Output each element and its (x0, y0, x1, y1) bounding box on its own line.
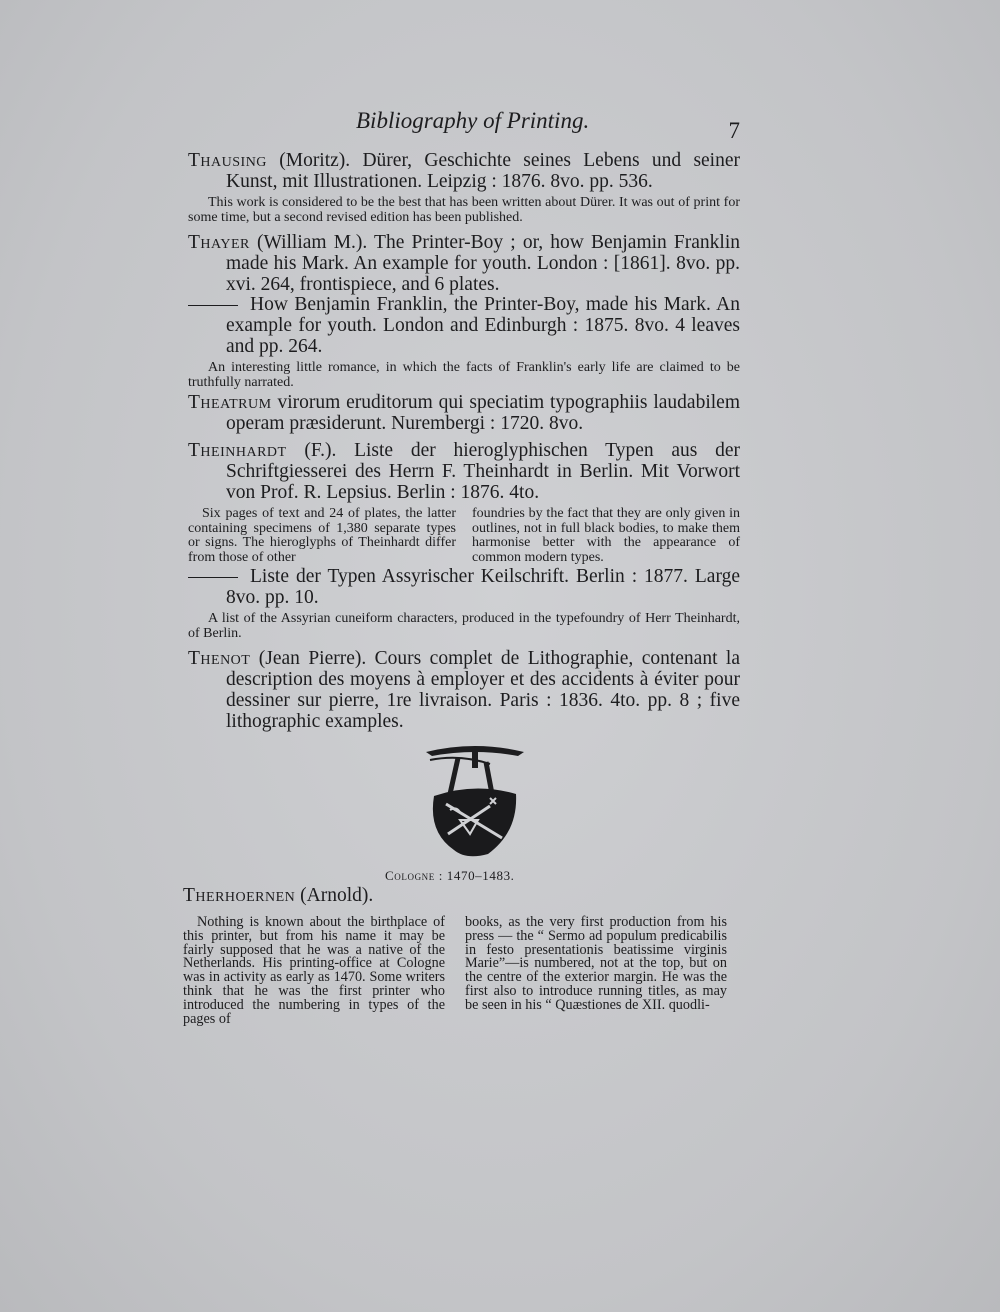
entry-thayer (188, 232, 740, 295)
entry-text: (F.). Liste der hieroglyphischen Typen aus der Schriftgiesserei des Herrn F. Theinhardt in Berlin. Mit Vorwort von Prof. R. Lepsius. Berlin : 1876. 4to. (226, 440, 740, 503)
ditto-rule (188, 577, 238, 578)
ditto-rule (188, 305, 238, 306)
caption-dates: 1470–1483. (442, 868, 515, 883)
printer-name-rest: (Arnold). (295, 885, 374, 906)
entry-franklin (188, 294, 740, 390)
running-header (190, 108, 740, 144)
entry-note-col-1: Six pages of text and 24 of plates, the latter containing specimens of 1,380 separate types or signs. The hieroglyphs of Theinhardt differ from those of other (188, 506, 456, 565)
printer-name: Therhoernen (183, 885, 296, 906)
entry-main (188, 294, 740, 357)
entry-text: (William M.). The Printer-Boy ; or, how Benjamin Franklin made his Mark. An example for youth. London : [1861]. 8vo. pp. xvi. 264, frontispiece, and 6 plates. (226, 232, 740, 295)
entry-note-columns (188, 507, 740, 565)
printers-mark-caption (385, 868, 515, 884)
entry-assyrisch (188, 566, 740, 641)
description-col-1: Nothing is known about the birthplace of this printer, but from his name it may be fairly supposed that he was a native of the Netherlands. His printing-office at Cologne was in activity as early as 1470. Some writers think that he was the first printer who introduced the numbering in types of the pages of (183, 914, 445, 1027)
entry-text: Liste der Typen Assyrischer Keilschrift. Berlin : 1877. Large 8vo. pp. 10. (226, 566, 740, 608)
entry-theinhardt (188, 440, 740, 565)
entry-name: Theinhardt (188, 440, 287, 461)
entry-text: How Benjamin Franklin, the Printer-Boy, made his Mark. An example for youth. London and Edinburgh : 1875. 8vo. 4 leaves and pp. 264. (226, 294, 740, 357)
entry-name: Thausing (188, 150, 267, 171)
entry-note: This work is considered to be the best that has been written about Dürer. It was out of print for some time, but a second revised edition has been published. (188, 195, 740, 225)
entry-note: An interesting little romance, in which the facts of Franklin's early life are claimed to be truthfully narrated. (188, 360, 740, 390)
running-title: Bibliography of Printing. (356, 108, 590, 133)
entry-text: (Moritz). Dürer, Geschichte seines Lebens und seiner Kunst, mit Illustrationen. Leipzig : 1876. 8vo. pp. 536. (226, 150, 740, 192)
entry-thausing (188, 150, 740, 225)
printer-heading (183, 885, 373, 907)
entry-name: Theatrum (188, 392, 272, 413)
entry-theatrum (188, 392, 740, 434)
entry-thenot (188, 648, 740, 732)
caption-place: Cologne : (385, 868, 443, 883)
entry-main (188, 392, 740, 434)
entry-main (188, 566, 740, 608)
printer-description (183, 916, 727, 1026)
entry-main (188, 440, 740, 503)
entry-main (188, 232, 740, 295)
printers-mark-image (420, 742, 530, 860)
entry-name: Thayer (188, 232, 250, 253)
entry-main (188, 150, 740, 192)
entry-text: virorum eruditorum qui speciatim typographiis laudabilem operam præsiderunt. Nurembergi : 1720. 8vo. (226, 392, 740, 434)
entry-note-col-2: foundries by the fact that they are only given in outlines, not in full black bodies, to make them harmonise better with the appearance of common modern types. (472, 506, 740, 565)
entry-note: A list of the Assyrian cuneiform characters, produced in the typefoundry of Herr Theinhardt, of Berlin. (188, 611, 740, 641)
description-col-2: books, as the very first production from his press — the “ Sermo ad populum predicabilis in festo presentationis beatissime virginis Marie”—is numbered, not at the top, but on the centre of the exterior margin. He was the first also to introduce running titles, as may be seen in his “ Quæstiones de XII. quodli- (465, 914, 727, 1013)
entry-name: Thenot (188, 648, 251, 669)
entry-main (188, 648, 740, 732)
page-number: 7 (728, 118, 740, 143)
entry-text: (Jean Pierre). Cours complet de Lithographie, contenant la description des moyens à employer et des accidents à éviter pour dessiner sur pierre, 1re livraison. Paris : 1836. 4to. pp. 8 ; five lithographic examples. (226, 648, 740, 732)
